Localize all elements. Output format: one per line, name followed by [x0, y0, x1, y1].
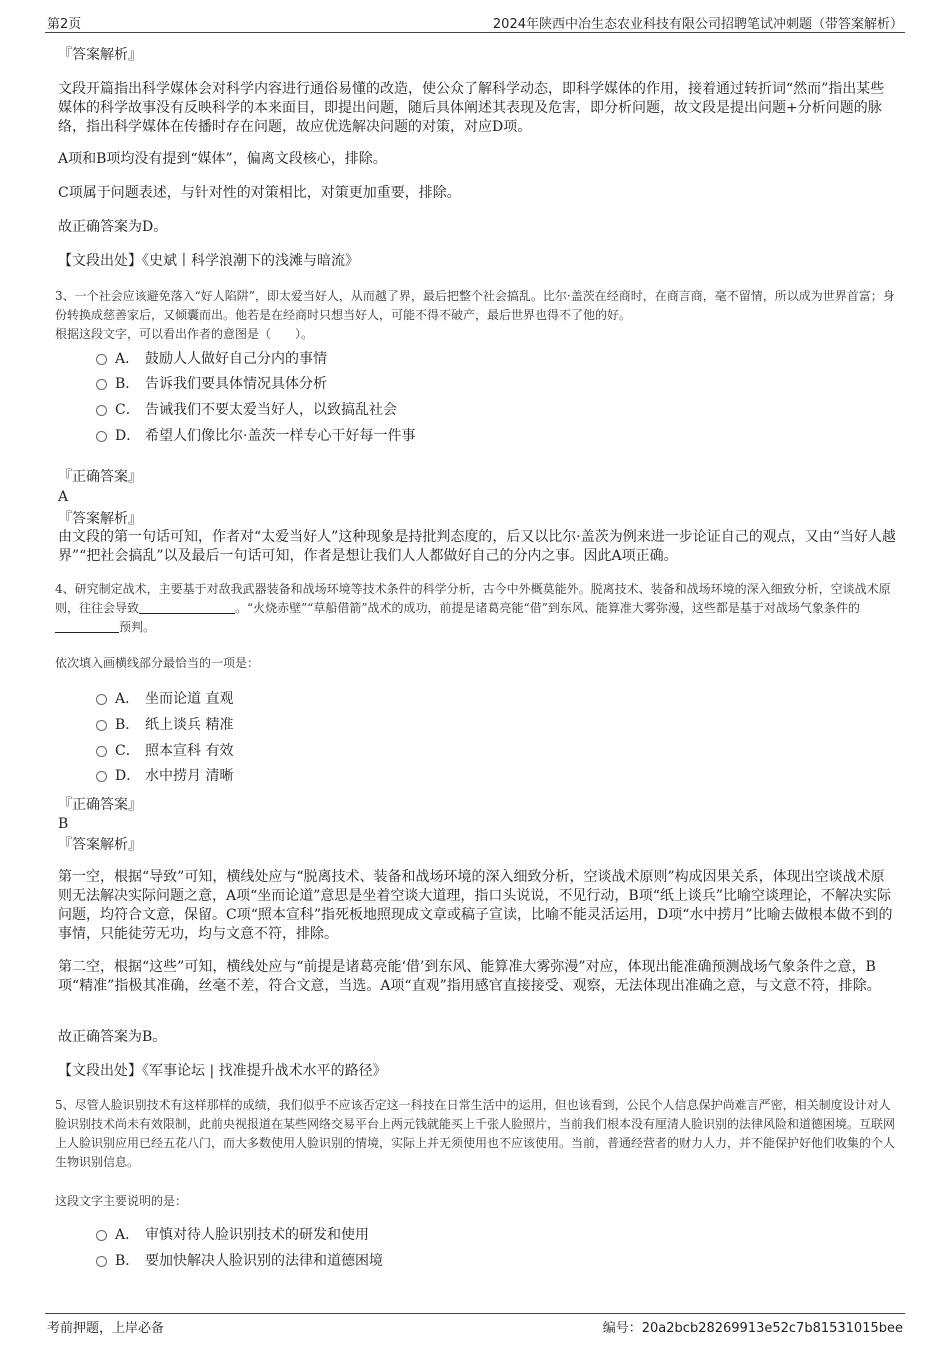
analysis-paragraph: 由文段的第一句话可知，作者对“太爱当好人”这种现象是持批判态度的，后又以比尔·盖茨为例来进一步论证自己的观点，又由“当好人越界”“把社会搞乱”以及最后一句话可知，作者是想让我们人人都做好自己的分内之事。因此A项正确。 [58, 529, 896, 564]
page-footer [45, 1313, 905, 1334]
option-c[interactable]: C． 照本宣科 有效 [96, 740, 233, 762]
answer-conclusion: 故正确答案为D。 [58, 219, 168, 235]
page-header [45, 12, 905, 33]
blank-1 [139, 601, 235, 614]
radio-icon[interactable] [96, 354, 107, 365]
correct-answer: B [58, 816, 69, 832]
option-b[interactable]: B． 纸上谈兵 精准 [96, 714, 233, 736]
radio-icon[interactable] [96, 431, 107, 442]
option-d[interactable]: D． 水中捞月 清晰 [96, 765, 233, 787]
page-number: 第2页 [47, 17, 82, 32]
analysis-paragraph: 第一空，根据“导致”可知，横线处应与“脱离技术、装备和战场环境的深入细致分析，空谈战术原则”构成因果关系，体现出空谈战术原则无法解决实际问题之意，A项“坐而论道”意思是坐着空谈大道理，指口头说说，不见行动，B项“纸上谈兵”比喻空谈理论，不解决实际问题，均符合文意，保留。C项“照本宣科”指死板地照现成文章或稿子宣读，比喻不能灵活运用，D项“水中捞月”比喻去做根本做不到的事情，只能徒劳无功，均与文意不符，排除。 [58, 869, 893, 942]
radio-icon[interactable] [96, 379, 107, 390]
radio-icon[interactable] [96, 694, 107, 705]
radio-icon[interactable] [96, 1256, 107, 1267]
option-d[interactable]: D． 希望人们像比尔·盖茨一样专心干好每一件事 [96, 425, 415, 447]
source-citation: 【文段出处】《军事论坛 | 找准提升战术水平的路径》 [58, 1063, 387, 1079]
analysis-label: 『答案解析』 [58, 837, 142, 853]
answer-conclusion: 故正确答案为B。 [58, 1029, 167, 1045]
question-stem: 4、研究制定战术，主要基于对敌我武器装备和战场环境等技术条件的科学分析，古今中外概莫能外。脱离技术、装备和战场环境的深入细致分析，空谈战术原则，往往会导致 。“火烧赤壁”“草船借箭”战术的成功，前提是诸葛亮能“借”到东风、能算准大雾弥漫，这些都是基于对战场气象条件的预判。 [55, 582, 891, 634]
analysis-paragraph: 第二空，根据“这些”可知，横线处应与“前提是诸葛亮能‘借’到东风、能算准大雾弥漫”对应，体现出能准确预测战场气象条件之意，B项“精准”指极其准确，丝毫不差，符合文意，当选。A项“直观”指用感官直接接受、观察，无法体现出准确之意，与文意不符，排除。 [58, 959, 881, 994]
question-prompt: 依次填入画横线部分最恰当的一项是： [55, 656, 260, 670]
blank-2 [55, 620, 119, 633]
option-a[interactable]: A． 审慎对待人脸识别技术的研发和使用 [96, 1224, 369, 1246]
correct-answer-label: 『正确答案』 [58, 469, 142, 485]
analysis-label: 『答案解析』 [58, 47, 142, 63]
option-a[interactable]: A． 坐而论道 直观 [96, 688, 233, 710]
correct-answer-label: 『正确答案』 [58, 797, 142, 813]
option-c[interactable]: C． 告诫我们不要太爱当好人，以致搞乱社会 [96, 399, 397, 421]
analysis-paragraph: 文段开篇指出科学媒体会对科学内容进行通俗易懂的改造，使公众了解科学动态，即科学媒体的作用，接着通过转折词“然而”指出某些媒体的科学故事没有反映科学的本来面目，即提出问题，随后具体阐述其表现及危害，即分析问题，故文段是提出问题+分析问题的脉络，指出科学媒体在传播时存在问题，故应优选解决问题的对策，对应D项。 [58, 81, 885, 135]
footer-slogan: 考前押题，上岸必备 [47, 1321, 165, 1336]
analysis-paragraph: C项属于问题表述，与针对性的对策相比，对策更加重要，排除。 [58, 185, 461, 201]
radio-icon[interactable] [96, 746, 107, 757]
analysis-paragraph: A项和B项均没有提到“媒体”，偏离文段核心，排除。 [58, 151, 387, 167]
question-stem: 5、尽管人脸识别技术有这样那样的成绩，我们似乎不应该否定这一科技在日常生活中的运用，但也该看到，公民个人信息保护尚难言严密，相关制度设计对人脸识别技术尚未有效限制，此前央视报道在某些网络交易平台上两元钱就能买上千张人脸照片，当前我们根本没有厘清人脸识别的法律风险和道德困境。互联网上人脸识别应用已经五花八门，而大多数使用人脸识别的情境，实际上并无须使用也不应该使用。当前，普通经营者的财力人力，并不能保护好他们收集的个人生物识别信息。 [55, 1098, 896, 1169]
option-b[interactable]: B． 要加快解决人脸识别的法律和道德困境 [96, 1250, 383, 1272]
radio-icon[interactable] [96, 720, 107, 731]
question-prompt: 这段文字主要说明的是： [55, 1194, 188, 1208]
option-a[interactable]: A． 鼓励人人做好自己分内的事情 [96, 348, 327, 370]
correct-answer: A [58, 489, 69, 505]
question-stem: 3、一个社会应该避免落入“好人陷阱”，即太爱当好人，从而越了界，最后把整个社会搞乱。比尔·盖茨在经商时，在商言商，毫不留情，所以成为世界首富；身份转换成慈善家后，又倾囊而出。他若是在经商时只想当好人，可能不得不破产，最后世界也得不了他的好。 [55, 289, 895, 322]
radio-icon[interactable] [96, 405, 107, 416]
source-citation: 【文段出处】《史斌丨科学浪潮下的浅滩与暗流》 [58, 253, 359, 269]
radio-icon[interactable] [96, 1230, 107, 1241]
document-code: 编号：20a2bcb28269913e52c7b81531015bee [602, 1321, 903, 1336]
document-title: 2024年陕西中冶生态农业科技有限公司招聘笔试冲刺题（带答案解析） [492, 17, 903, 32]
radio-icon[interactable] [96, 771, 107, 782]
option-b[interactable]: B． 告诉我们要具体情况具体分析 [96, 373, 327, 395]
question-prompt: 根据这段文字，可以看出作者的意图是（ ）。 [55, 327, 314, 341]
analysis-label: 『答案解析』 [58, 511, 142, 527]
